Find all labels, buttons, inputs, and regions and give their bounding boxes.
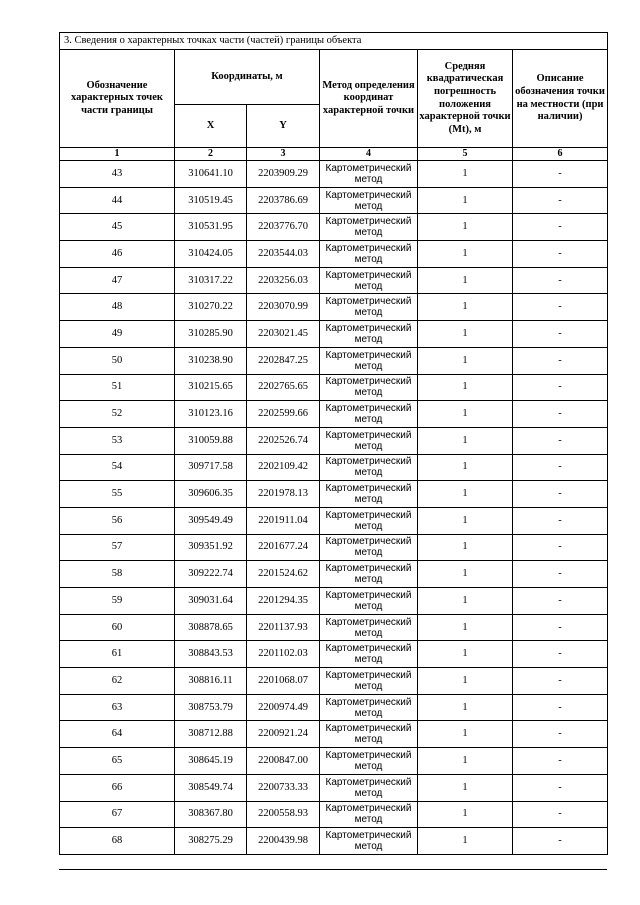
method-text: метод (354, 173, 383, 185)
table-row (60, 828, 608, 855)
description-value: - (513, 668, 608, 695)
description-value: - (513, 774, 608, 801)
method-text: Картометрический (325, 162, 412, 174)
description-value: - (513, 374, 608, 401)
description-value: - (513, 534, 608, 561)
method-text: Картометрический (325, 216, 412, 228)
description-value: - (513, 748, 608, 775)
coord-x: 308878.65 (175, 614, 247, 641)
coord-x: 310123.16 (175, 401, 247, 428)
method-text: метод (354, 440, 383, 452)
method-text: метод (354, 333, 383, 345)
method-text: Картометрический (325, 536, 412, 548)
point-number: 62 (60, 668, 175, 695)
accuracy-value: 1 (418, 507, 513, 534)
description-value: - (513, 401, 608, 428)
method-text: Картометрический (325, 696, 412, 708)
coord-y: 2202765.65 (247, 374, 320, 401)
accuracy-value: 1 (418, 267, 513, 294)
accuracy-value: 1 (418, 294, 513, 321)
method-text: метод (354, 253, 383, 265)
description-value: - (513, 294, 608, 321)
coord-y: 2201102.03 (247, 641, 320, 668)
accuracy-value: 1 (418, 828, 513, 855)
point-number: 57 (60, 534, 175, 561)
accuracy-value: 1 (418, 534, 513, 561)
method (320, 668, 418, 695)
method-text: метод (354, 760, 383, 772)
coord-y: 2201677.24 (247, 534, 320, 561)
method (320, 481, 418, 508)
table-row (60, 294, 608, 321)
description-value: - (513, 347, 608, 374)
accuracy-value: 1 (418, 481, 513, 508)
coord-x: 310317.22 (175, 267, 247, 294)
coord-x: 308712.88 (175, 721, 247, 748)
coord-y: 2201068.07 (247, 668, 320, 695)
header-method: Метод определения координат характерной точки (320, 50, 418, 148)
accuracy-value: 1 (418, 401, 513, 428)
description-value: - (513, 721, 608, 748)
point-number: 56 (60, 507, 175, 534)
table-row (60, 401, 608, 428)
description-value: - (513, 694, 608, 721)
coord-y: 2200921.24 (247, 721, 320, 748)
method-text: Картометрический (325, 456, 412, 468)
point-number: 52 (60, 401, 175, 428)
point-number: 46 (60, 241, 175, 268)
table-row (60, 507, 608, 534)
method-text: метод (354, 547, 383, 559)
method-text: Картометрический (325, 376, 412, 388)
point-number: 66 (60, 774, 175, 801)
footer-divider (59, 869, 607, 870)
coord-x: 308843.53 (175, 641, 247, 668)
method (320, 721, 418, 748)
coord-x: 310285.90 (175, 321, 247, 348)
coord-x: 310519.45 (175, 187, 247, 214)
description-value: - (513, 241, 608, 268)
coord-x: 308816.11 (175, 668, 247, 695)
point-number: 43 (60, 161, 175, 188)
accuracy-value: 1 (418, 427, 513, 454)
point-number: 59 (60, 588, 175, 615)
accuracy-value: 1 (418, 454, 513, 481)
method-text: Картометрический (325, 296, 412, 308)
accuracy-value: 1 (418, 694, 513, 721)
method-text: Картометрический (325, 189, 412, 201)
coord-y: 2200439.98 (247, 828, 320, 855)
method-text: Картометрический (325, 269, 412, 281)
accuracy-value: 1 (418, 748, 513, 775)
column-number: 5 (418, 148, 513, 161)
method (320, 321, 418, 348)
coord-x: 308549.74 (175, 774, 247, 801)
coord-y: 2202847.25 (247, 347, 320, 374)
coord-y: 2203786.69 (247, 187, 320, 214)
table-row (60, 801, 608, 828)
description-value: - (513, 588, 608, 615)
coord-x: 310641.10 (175, 161, 247, 188)
coord-y: 2203256.03 (247, 267, 320, 294)
column-number: 4 (320, 148, 418, 161)
method (320, 401, 418, 428)
coord-x: 310424.05 (175, 241, 247, 268)
coord-y: 2201294.35 (247, 588, 320, 615)
method-text: Картометрический (325, 643, 412, 655)
method-text: метод (354, 787, 383, 799)
method (320, 161, 418, 188)
table-row (60, 241, 608, 268)
coord-x: 310215.65 (175, 374, 247, 401)
table-row (60, 427, 608, 454)
point-number: 47 (60, 267, 175, 294)
header-accuracy: Средняя квадратическая погрешность положения характерной точки (Mt), м (418, 50, 513, 148)
table-row (60, 454, 608, 481)
coord-y: 2203544.03 (247, 241, 320, 268)
coord-x: 309549.49 (175, 507, 247, 534)
method (320, 614, 418, 641)
method (320, 427, 418, 454)
accuracy-value: 1 (418, 588, 513, 615)
method (320, 241, 418, 268)
method (320, 748, 418, 775)
table-row (60, 588, 608, 615)
method-text: Картометрический (325, 509, 412, 521)
coord-x: 308645.19 (175, 748, 247, 775)
coord-y: 2201524.62 (247, 561, 320, 588)
description-value: - (513, 427, 608, 454)
section-title: 3. Сведения о характерных точках части (частей) границы объекта (60, 33, 608, 50)
method-text: Картометрический (325, 803, 412, 815)
method-text: Картометрический (325, 349, 412, 361)
method (320, 828, 418, 855)
method-text: метод (354, 387, 383, 399)
coord-y: 2200847.00 (247, 748, 320, 775)
description-value: - (513, 507, 608, 534)
point-number: 63 (60, 694, 175, 721)
table-row (60, 374, 608, 401)
description-value: - (513, 641, 608, 668)
description-value: - (513, 481, 608, 508)
coord-y: 2203776.70 (247, 214, 320, 241)
method-text: Картометрический (325, 830, 412, 842)
table-row (60, 481, 608, 508)
coord-y: 2200733.33 (247, 774, 320, 801)
point-number: 54 (60, 454, 175, 481)
point-number: 64 (60, 721, 175, 748)
description-value: - (513, 614, 608, 641)
coord-y: 2203070.99 (247, 294, 320, 321)
coord-x: 309351.92 (175, 534, 247, 561)
point-number: 53 (60, 427, 175, 454)
accuracy-value: 1 (418, 161, 513, 188)
accuracy-value: 1 (418, 187, 513, 214)
method (320, 801, 418, 828)
point-number: 50 (60, 347, 175, 374)
method-text: метод (354, 841, 383, 853)
method-text: метод (354, 680, 383, 692)
accuracy-value: 1 (418, 614, 513, 641)
method (320, 507, 418, 534)
table-row (60, 694, 608, 721)
description-value: - (513, 214, 608, 241)
column-number: 2 (175, 148, 247, 161)
coord-x: 310059.88 (175, 427, 247, 454)
coord-y: 2202526.74 (247, 427, 320, 454)
method (320, 294, 418, 321)
coord-x: 309031.64 (175, 588, 247, 615)
method (320, 267, 418, 294)
column-number: 6 (513, 148, 608, 161)
method-text: метод (354, 414, 383, 426)
accuracy-value: 1 (418, 668, 513, 695)
method-text: метод (354, 707, 383, 719)
accuracy-value: 1 (418, 347, 513, 374)
method-text: Картометрический (325, 589, 412, 601)
header-x: X (175, 105, 247, 148)
coord-x: 309222.74 (175, 561, 247, 588)
accuracy-value: 1 (418, 241, 513, 268)
accuracy-value: 1 (418, 321, 513, 348)
table-row (60, 534, 608, 561)
accuracy-value: 1 (418, 801, 513, 828)
point-number: 51 (60, 374, 175, 401)
table-row (60, 668, 608, 695)
method-text: метод (354, 494, 383, 506)
coord-y: 2200558.93 (247, 801, 320, 828)
table-row (60, 267, 608, 294)
table-row (60, 347, 608, 374)
column-number: 1 (60, 148, 175, 161)
accuracy-value: 1 (418, 641, 513, 668)
description-value: - (513, 454, 608, 481)
method-text: Картометрический (325, 669, 412, 681)
point-number: 45 (60, 214, 175, 241)
method (320, 347, 418, 374)
coord-y: 2203909.29 (247, 161, 320, 188)
method (320, 694, 418, 721)
method-text: Картометрический (325, 322, 412, 334)
coord-y: 2202599.66 (247, 401, 320, 428)
coord-x: 309717.58 (175, 454, 247, 481)
boundary-points-table (59, 32, 608, 855)
coord-x: 308753.79 (175, 694, 247, 721)
method-text: Картометрический (325, 429, 412, 441)
coord-y: 2203021.45 (247, 321, 320, 348)
description-value: - (513, 828, 608, 855)
header-coordinates: Координаты, м (175, 50, 320, 105)
table-row (60, 748, 608, 775)
coord-y: 2201978.13 (247, 481, 320, 508)
coord-y: 2200974.49 (247, 694, 320, 721)
table-row (60, 721, 608, 748)
table-row (60, 774, 608, 801)
table-row (60, 214, 608, 241)
accuracy-value: 1 (418, 561, 513, 588)
coord-y: 2201137.93 (247, 614, 320, 641)
method-text: метод (354, 574, 383, 586)
table-row (60, 561, 608, 588)
method-text: метод (354, 627, 383, 639)
method (320, 534, 418, 561)
point-number: 68 (60, 828, 175, 855)
point-number: 44 (60, 187, 175, 214)
point-number: 49 (60, 321, 175, 348)
description-value: - (513, 161, 608, 188)
method-text: метод (354, 467, 383, 479)
method-text: метод (354, 654, 383, 666)
method-text: метод (354, 520, 383, 532)
description-value: - (513, 267, 608, 294)
header-y: Y (247, 105, 320, 148)
method-text: Картометрический (325, 776, 412, 788)
table-row (60, 187, 608, 214)
point-number: 48 (60, 294, 175, 321)
description-value: - (513, 187, 608, 214)
coord-x: 310531.95 (175, 214, 247, 241)
method (320, 454, 418, 481)
method (320, 187, 418, 214)
method-text: Картометрический (325, 242, 412, 254)
table-row (60, 321, 608, 348)
method-text: Картометрический (325, 723, 412, 735)
point-number: 55 (60, 481, 175, 508)
table-row (60, 614, 608, 641)
accuracy-value: 1 (418, 374, 513, 401)
method (320, 774, 418, 801)
method-text: метод (354, 734, 383, 746)
description-value: - (513, 321, 608, 348)
coord-x: 308367.80 (175, 801, 247, 828)
method-text: Картометрический (325, 749, 412, 761)
point-number: 61 (60, 641, 175, 668)
point-number: 65 (60, 748, 175, 775)
method-text: Картометрический (325, 403, 412, 415)
point-number: 67 (60, 801, 175, 828)
coord-x: 310270.22 (175, 294, 247, 321)
coord-x: 310238.90 (175, 347, 247, 374)
method (320, 588, 418, 615)
coord-y: 2201911.04 (247, 507, 320, 534)
method-text: Картометрический (325, 616, 412, 628)
accuracy-value: 1 (418, 214, 513, 241)
header-description: Описание обозначения точки на местности (при наличии) (513, 50, 608, 148)
accuracy-value: 1 (418, 774, 513, 801)
table-row (60, 161, 608, 188)
method-text: метод (354, 307, 383, 319)
description-value: - (513, 801, 608, 828)
table-row (60, 641, 608, 668)
method-text: метод (354, 814, 383, 826)
method-text: метод (354, 280, 383, 292)
method (320, 374, 418, 401)
point-number: 58 (60, 561, 175, 588)
header-point-designation: Обозначение характерных точек части границы (60, 50, 175, 148)
coord-y: 2202109.42 (247, 454, 320, 481)
method (320, 641, 418, 668)
column-numbers-row (60, 148, 608, 161)
method-text: метод (354, 200, 383, 212)
method-text: Картометрический (325, 563, 412, 575)
method (320, 214, 418, 241)
column-number: 3 (247, 148, 320, 161)
accuracy-value: 1 (418, 721, 513, 748)
method-text: метод (354, 227, 383, 239)
description-value: - (513, 561, 608, 588)
method-text: Картометрический (325, 483, 412, 495)
method-text: метод (354, 600, 383, 612)
coord-x: 309606.35 (175, 481, 247, 508)
method (320, 561, 418, 588)
point-number: 60 (60, 614, 175, 641)
method-text: метод (354, 360, 383, 372)
coord-x: 308275.29 (175, 828, 247, 855)
